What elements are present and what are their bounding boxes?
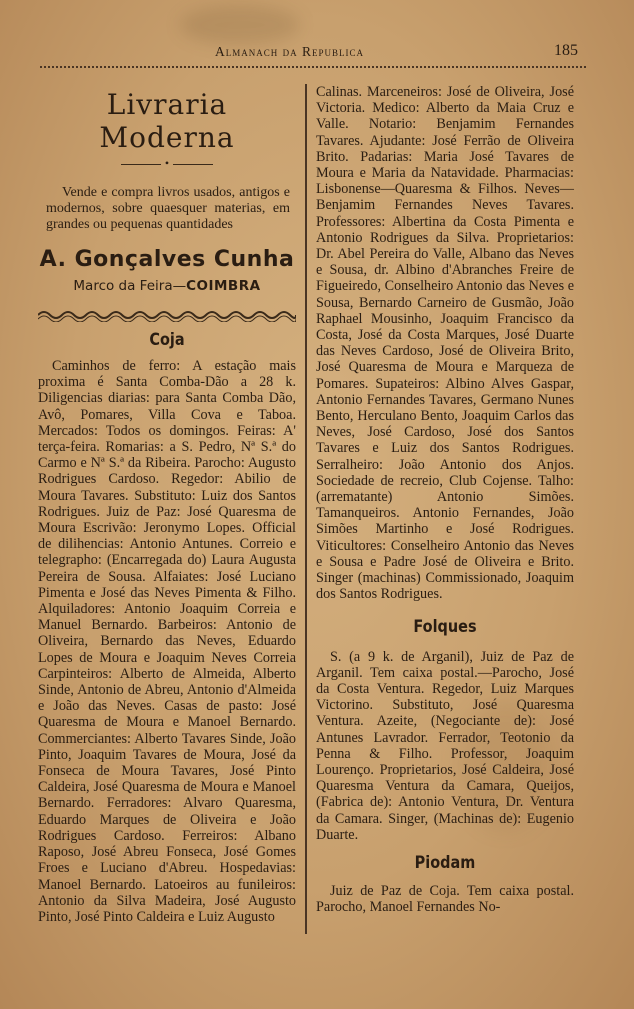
header-rule [40, 66, 586, 68]
page-header [40, 38, 586, 68]
running-title: Almanach da Republica [215, 44, 365, 59]
column-divider [305, 84, 307, 934]
advert-owner-name: A. Gonçalves Cunha [39, 247, 295, 272]
section-heading-coja: Coja [149, 330, 185, 350]
coja-entry-left: Caminhos de ferro: A estação mais proxima é Santa Comba-Dão a 28 k. Diligencias diarias: para Santa Comba Dão, Avô, Pomares, Villa Cova e Taboa. Mercados: Todos os domingos. Feiras: A' terça-feira. Romarias: a S. Pedro, Nª S.ª do Carmo e Nª S.ª da Ribeira. Parocho: Augusto Rodrigues Cardoso. Regedor: Abilio de Moura Tavares. Substituto: Luiz dos Santos Rodrigues. Juiz de Paz: José Quaresma de Moura Escrivão: Jeronymo Lopes. Official de dilihencias: Antonio Antunes. Correio e telegrapho: (Encarregada do) Laura Augusta Pereira de Sousa. Alfaiates: José Luciano Pimenta e José das Neves Pimenta & Filho. Alquiladores: Antonio Joaquim Correia e Manuel Bernardo. Barbeiros: Antonio de Oliveira, Bernardo das Neves, Eduardo Lopes de Moura e Joaquim Neves Correia Carpinteiros: Alberto de Almeida, Alberto Sinde, Antonio de Abreu, Antonio d'Almeida e João das Neves. Casas de pasto: José Quaresma de Moura e Manoel Bernardo. Commerciantes: Alberto Tavares Sinde, João Pinto, Joaquim Tavares de Moura, José da Fonseca de Moura Tavares, José Pinto Caldeira, José Quaresma de Moura e Manoel Bernardo. Ferradores: Alvaro Quaresma, Eduardo Marques de Oliveira e João Rodrigues Cardoso. Ferreiros: Albano Raposo, José Abreu Fonseca, José Gomes Froes e Luciano d'Abreu. Hospedavias: Manoel Bernardo. Latoeiros au funileiros: Antonio da Silva Madeira, José Augusto Pinto, José Pinto Caldeira e Luiz Augusto [38, 358, 296, 925]
advert-address-city: COIMBRA [186, 278, 261, 294]
wave-ornament [38, 308, 296, 322]
page-number: 185 [554, 42, 578, 59]
left-column [38, 84, 296, 925]
piodam-entry: Juiz de Paz de Coja. Tem caixa postal. Parocho, Manoel Fernandes No- [316, 882, 574, 916]
advert-address-street: Marco da Feira— [73, 278, 187, 294]
advert-title: Livraria Moderna [99, 88, 235, 154]
section-heading-piodam: Piodam [414, 852, 476, 873]
advert-address [38, 278, 296, 294]
coja-entry-right: Calinas. Marceneiros: José de Oliveira, José Victoria. Medico: Alberto da Maia Cruz e Valle. Notario: Benjamim Fernandes Tavares. Ajudante: José Ferrão de Oliveira Brito. Padarias: Maria José Tavares de Moura e Maria da Natavidade. Pharmacias: Lisbonense—Quaresma & Filhos. Neves—Benjamim Fernandes Neves Tavares. Professores: Albertina da Costa Pimenta e Antonio Rodrigues da Silva. Proprietarios: Dr. Abel Pereira do Valle, Albano das Neves e Sousa, dr. Albino d'Abranches Freire de Figueiredo, Conselheiro Antonio das Neves e Sousa, Bernardo Carneiro de Gusmão, João Raphael Mousinho, Joaquim Francisco da Costa, José da Costa Marques, José Duarte das Neves Cardoso, José de Oliveira Brito, José Quaresma de Moura e Marqueza de Pomares. Supateiros: Albino Alves Gaspar, Antonio Fernandes Tavares, Germano Nunes Bento, Herculano Bento, Joaquim Carlos das Neves, José Cardoso, José dos Santos Tavares e Luiz dos Santos Rodrigues. Serralheiro: João Antonio dos Anjos. Sociedade de recreio, Club Cojense. Talho: (arrematante) Antonio Simões. Tamanqueiros. Antonio Fernandes, João Simões Martinho e José Rodrigues. Viticultores: Conselheiro Antonio das Neves e Sousa e Padre José de Oliveira e Brito. Singer (machinas) Commissionado, Joaquim dos Santos Rodrigues. [316, 84, 574, 603]
right-column [316, 84, 574, 915]
folques-entry: S. (a 9 k. de Arganil), Juiz de Paz de Arganil. Tem caixa postal.—Parocho, José da Costa Ventura. Regedor, Luiz Marques Victorino. Substituto, José Quaresma Ventura. Azeite, (Negociante de): José Antunes Lavrador. Ferrador, Teotonio da Penna & Filho. Professor, Joaquim Lourenço. Proprietarios, José Caldeira, José Quaresma Ventura da Camara, Queijos, (Fabrica de): Antonio Ventura, Dr. Ventura da Camara. Singer, (Machinas de): Eugenio Duarte. [316, 648, 574, 843]
bookshop-advert [38, 88, 296, 322]
advert-text: Vende e compra livros usados, antigos e modernos, sobre quaesquer materias, em grandes ou pequenas quantidades [46, 185, 290, 232]
section-heading-folques: Folques [413, 616, 477, 637]
advert-ornament: • [38, 156, 296, 171]
